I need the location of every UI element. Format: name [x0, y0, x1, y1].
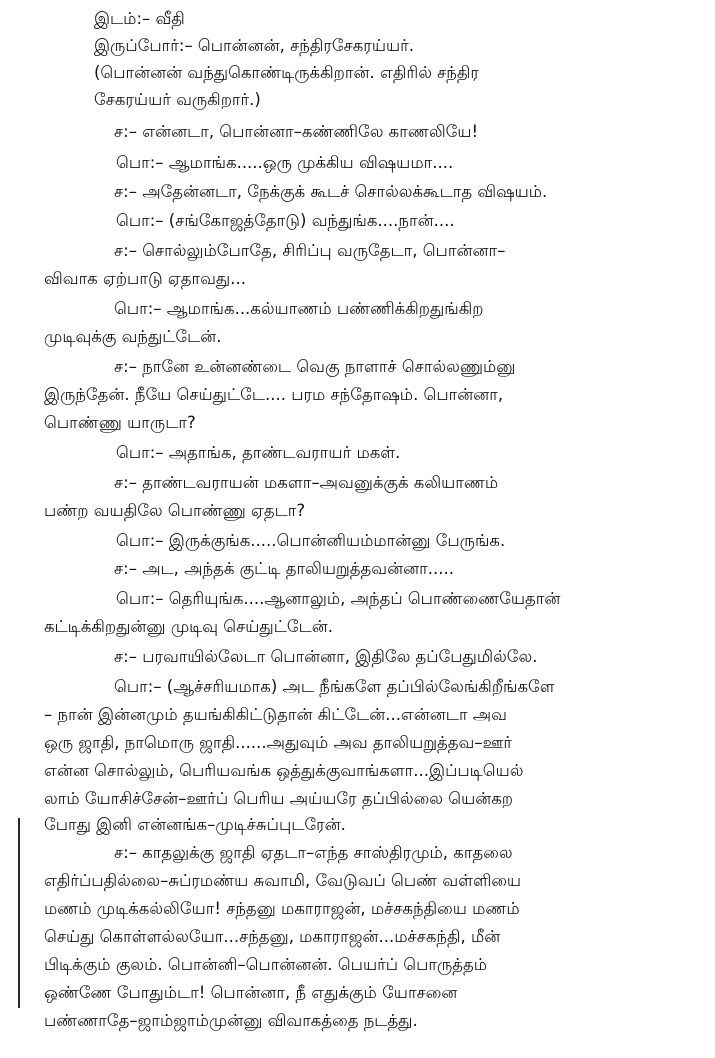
dialogue-continuation: லாம் யோசிச்சேன்–ஊர்ப் பெரிய அய்யரே தப்பில்லை யென்கற — [44, 789, 514, 808]
margin-rule — [18, 818, 20, 1008]
dialogue-continuation: பண்ணாதே–ஜாம்ஜாம்முன்னு விவாகத்தை நடத்து. — [44, 1011, 418, 1030]
dialogue-line: பொ:– இருக்குங்க.....பொன்னியம்மான்னு பேருங்க. — [116, 531, 506, 550]
dialogue-line: ச:– என்னடா, பொன்னா–கண்ணிலே காணலியே! — [114, 122, 479, 141]
dialogue-line: ச:– அட, அந்தக் குட்டி தாலியறுத்தவன்னா..... — [114, 559, 454, 578]
dialogue-continuation: ஒண்ணே போதும்டா! பொன்னா, நீ எதுக்கும் யோசனை — [44, 983, 458, 1002]
dialogue-continuation: பொண்ணு யாருடா? — [44, 413, 196, 432]
stage-direction-line: சேகரய்யர் வருகிறார்.) — [94, 90, 261, 109]
dialogue-continuation: போது இனி என்னங்க–முடிச்சுப்புடரேன். — [44, 815, 346, 834]
dialogue-line: பொ:– (சங்கோஜத்தோடு) வந்துங்க....நான்.... — [116, 211, 455, 230]
dialogue-continuation: கட்டிக்கிறதுன்னு முடிவு செய்துட்டேன். — [44, 617, 333, 636]
dialogue-line: ச:– பரவாயில்லேடா பொன்னா, இதிலே தப்பேதுமில்லே. — [114, 647, 538, 666]
dialogue-line: ச:– நானே உன்னண்டை வெகு நாளாச் சொல்லணும்னு — [114, 357, 516, 376]
dialogue-continuation: விவாக ஏற்பாடு ஏதாவது... — [44, 269, 246, 288]
dialogue-continuation: மணம் முடிக்கல்லியோ! சந்தனு மகாராஜன், மச்சகந்தியை மணம் — [44, 899, 520, 918]
dialogue-line: ச:– அதேன்னடா, நேக்குக் கூடச் சொல்லக்கூடாத விஷயம். — [114, 182, 548, 201]
characters-line: இருப்போர்:– பொன்னன், சந்திரசேகரய்யர். — [94, 36, 414, 55]
dialogue-line: பொ:– தெரியுங்க....ஆனாலும், அந்தப் பொண்ணையேதான் — [116, 589, 561, 608]
dialogue-continuation: முடிவுக்கு வந்துட்டேன். — [44, 327, 222, 346]
dialogue-continuation: பிடிக்கும் குலம். பொன்னி–பொன்னன். பெயர்ப் பொருத்தம் — [44, 955, 488, 974]
scene-place-line: இடம்:– வீதி — [94, 9, 185, 28]
dialogue-continuation: எதிர்ப்பதில்லை–சுப்ரமண்ய சுவாமி, வேடுவப் பெண் வள்ளியை — [44, 871, 522, 890]
dialogue-continuation: இருந்தேன். நீயே செய்துட்டே.... பரம சந்தோஷம். பொன்னா, — [44, 385, 504, 404]
dialogue-line: பொ:– அதாங்க, தாண்டவராயர் மகள். — [116, 443, 401, 462]
dialogue-line: ச:– சொல்லும்போதே, சிரிப்பு வருதேடா, பொன்னா– — [114, 241, 506, 260]
dialogue-continuation: பண்ற வயதிலே பொண்ணு ஏதடா? — [44, 501, 306, 520]
stage-direction-line: (பொன்னன் வந்துகொண்டிருக்கிறான். எதிரில் சந்திர — [94, 63, 479, 82]
dialogue-line: பொ:– (ஆச்சரியமாக) அட நீங்களே தப்பில்லேங்கிறீங்களே — [114, 677, 555, 696]
dialogue-line: பொ:– ஆமாங்க.....ஒரு முக்கிய விஷயமா.... — [116, 153, 454, 172]
dialogue-continuation: – நான் இன்னமும் தயங்கிகிட்டுதான் கிட்டேன்...என்னடா அவ — [44, 705, 507, 724]
dialogue-line: ச:– தாண்டவராயன் மகளா–அவனுக்குக் கலியாணம் — [114, 473, 499, 492]
dialogue-continuation: என்ன சொல்லும், பெரியவங்க ஒத்துக்குவாங்களா...இப்படியெல் — [44, 761, 524, 780]
dialogue-line: பொ:– ஆமாங்க...கல்யாணம் பண்ணிக்கிறதுங்கிற — [114, 299, 484, 318]
dialogue-line: ச:– காதலுக்கு ஜாதி ஏதடா–எந்த சாஸ்திரமும், காதலை — [114, 843, 513, 862]
dialogue-continuation: செய்து கொள்ளல்லயோ...சந்தனு, மகாராஜன்...மச்சகந்தி, மீன் — [44, 927, 501, 946]
dialogue-continuation: ஒரு ஜாதி, நாமொரு ஜாதி......அதுவும் அவ தாலியறுத்தவ–ஊர் — [44, 733, 512, 752]
